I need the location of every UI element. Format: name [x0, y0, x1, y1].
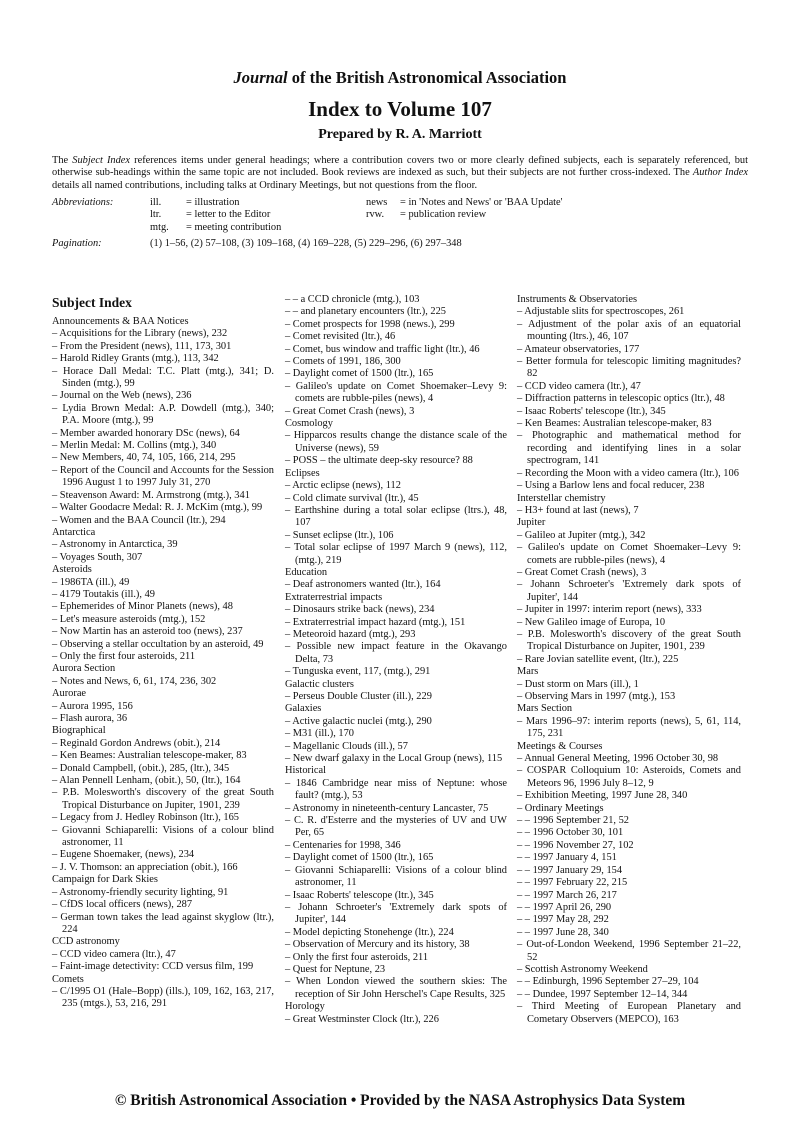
index-entry: – Model depicting Stonehenge (ltr.), 224: [285, 926, 454, 938]
index-entry: – Possible new impact feature in the Okavango Delta, 73: [285, 641, 507, 665]
index-entry: – Voyages South, 307: [52, 551, 143, 563]
index-entry: – Hipparcos results change the distance scale of the Universe (news), 59: [285, 430, 507, 454]
index-column-2: [285, 294, 507, 1026]
index-column-1: [52, 294, 274, 1011]
index-entry: – Cold climate survival (ltr.), 45: [285, 492, 419, 504]
index-entry: – Giovanni Schiaparelli: Visions of a colour blind astronomer, 11: [285, 864, 507, 889]
index-entry: – Isaac Roberts' telescope (ltr.), 345: [517, 405, 666, 417]
index-entry: – Walter Goodacre Medal: R. J. McKim (mtg.), 99: [52, 502, 263, 514]
index-entry: – Using a Barlow lens and focal reducer, 238: [517, 480, 705, 492]
index-entry: – J. V. Thomson: an appreciation (obit.), 166: [52, 861, 238, 873]
index-heading: Aurorae: [52, 688, 87, 700]
index-entry: – COSPAR Colloquium 10: Asteroids, Comets and Meteors 96, 1996 July 8–12, 9: [517, 765, 741, 789]
index-heading: Jupiter: [517, 517, 546, 529]
index-entry: – – 1996 October 30, 101: [517, 827, 624, 839]
index-entry: – Galileo's update on Comet Shoemaker–Levy 9: comets are rubble-piles (news), 4: [517, 542, 741, 566]
index-heading: Meetings & Courses: [517, 740, 603, 752]
column-entries: [52, 316, 274, 1011]
index-entry: – Comets of 1991, 186, 300: [285, 356, 401, 368]
index-entry: – Acquisitions for the Library (news), 232: [52, 328, 228, 340]
index-entry: – Active galactic nuclei (mtg.), 290: [285, 715, 432, 727]
index-entry: – Flash aurora, 36: [52, 713, 128, 724]
index-entry: – Astronomy-friendly security lighting, 91: [52, 886, 229, 898]
index-heading: Galaxies: [285, 703, 322, 715]
index-entry: – Report of the Council and Accounts for the Session 1996 August 1 to 1997 July 31, 270: [52, 464, 274, 489]
index-entry: – Dust storm on Mars (ill.), 1: [517, 678, 639, 690]
index-entry: – P.B. Molesworth's discovery of the great South Tropical Disturbance on Jupiter, 1901, 239: [517, 628, 741, 653]
index-entry: – CfDS local officers (news), 287: [52, 899, 193, 911]
index-entry: – Great Comet Crash (news), 3: [285, 405, 415, 417]
intro-paragraph: The Subject Index references items under general headings; where a contribution covers two or more clearly defined subjects, each is separately referenced, but otherwise sub-headings within the same topic are not included. Book reviews are indexed as such, but their subjects are not further cross-indexed. The Author Index details all named contributions, including talks at Ordinary Meetings, but not questions from the floor.: [52, 155, 748, 191]
index-entry: – – and planetary encounters (ltr.), 225: [285, 306, 447, 318]
abbreviations-label: Abbreviations:: [52, 197, 114, 208]
index-entry: – 4179 Toutakis (ill.), 49: [52, 588, 155, 600]
index-heading: Biographical: [52, 725, 106, 737]
index-heading: Interstellar chemistry: [517, 492, 606, 504]
index-entry: – Daylight comet of 1500 (ltr.), 165: [285, 852, 434, 864]
index-entry: – Earthshine during a total solar eclipse (ltrs.), 48, 107: [285, 504, 507, 529]
index-entry: – When London viewed the southern skies: The reception of Sir John Herschel's Cape Results, 325: [285, 976, 507, 1000]
index-entry: – Notes and News, 6, 61, 174, 236, 302: [52, 675, 217, 687]
index-heading: Campaign for Dark Skies: [52, 874, 158, 886]
index-entry: – – 1996 September 21, 52: [517, 815, 629, 827]
index-entry: – Centenaries for 1998, 346: [285, 839, 401, 851]
index-entry: – Out-of-London Weekend, 1996 September 21–22, 52: [517, 939, 741, 963]
index-entry: – P.B. Molesworth's discovery of the great South Tropical Disturbance on Jupiter, 1901, 239: [52, 787, 274, 811]
index-entry: – Aurora 1995, 156: [52, 700, 133, 712]
index-entry: – Arctic eclipse (news), 112: [285, 480, 401, 492]
index-entry: – – 1997 May 28, 292: [517, 914, 609, 926]
index-heading: Eclipses: [285, 467, 320, 479]
index-heading: Mars: [517, 666, 539, 678]
index-entry: – Rare Jovian satellite event, (ltr.), 225: [517, 653, 679, 665]
index-entry: – Third Meeting of European Planetary and Cometary Observers (MEPCO), 163: [517, 1001, 741, 1025]
index-entry: – – 1997 February 22, 215: [517, 877, 628, 889]
index-entry: – 1846 Cambridge near miss of Neptune: whose fault? (mtg.), 53: [285, 777, 507, 802]
index-entry: – Better formula for telescopic limiting magnitudes? 82: [517, 356, 741, 380]
index-entry: – Galileo at Jupiter (mtg.), 342: [517, 529, 646, 541]
index-entry: – Recording the Moon with a video camera (ltr.), 106: [517, 467, 739, 479]
index-heading: Mars Section: [517, 703, 573, 715]
index-heading: Education: [285, 566, 328, 578]
index-entry: – – Edinburgh, 1996 September 27–29, 104: [517, 976, 699, 988]
index-entry: – Great Comet Crash (news), 3: [517, 566, 647, 578]
index-entry: – Legacy from J. Hedley Robinson (ltr.), 165: [52, 812, 239, 824]
index-heading: Announcements & BAA Notices: [52, 316, 189, 327]
index-column-3: [517, 294, 741, 1026]
index-entry: – Astronomy in nineteenth-century Lancaster, 75: [285, 802, 489, 814]
index-entry: – 1986TA (ill.), 49: [52, 576, 130, 588]
pagination-label: Pagination:: [52, 238, 102, 249]
index-entry: – C. R. d'Esterre and the mysteries of UV and UW Per, 65: [285, 815, 507, 839]
index-entry: – Great Westminster Clock (ltr.), 226: [285, 1013, 439, 1025]
index-entry: – New Galileo image of Europa, 10: [517, 616, 666, 628]
index-entry: – Only the first four asteroids, 211: [52, 650, 196, 662]
section-title: Subject Index: [52, 295, 132, 310]
index-entry: – Annual General Meeting, 1996 October 30, 98: [517, 753, 719, 765]
index-entry: – CCD video camera (ltr.), 47: [517, 380, 641, 392]
index-entry: – Mars 1996–97: interim reports (news), 5, 61, 114, 175, 231: [517, 715, 741, 740]
index-entry: – – 1997 April 26, 290: [517, 901, 612, 913]
index-entry: – Comet, bus window and traffic light (ltr.), 46: [285, 343, 480, 355]
index-entry: – Giovanni Schiaparelli: Visions of a colour blind astronomer, 11: [52, 824, 274, 849]
index-entry: – – 1997 June 28, 340: [517, 926, 609, 938]
index-entry: – Dinosaurs strike back (news), 234: [285, 604, 435, 616]
index-heading: Horology: [285, 1001, 325, 1013]
index-entry: – Adjustment of the polar axis of an equatorial mounting (ltrs.), 46, 107: [517, 318, 741, 343]
index-entry: – German town takes the lead against skyglow (ltr.), 224: [52, 911, 274, 935]
index-heading: CCD astronomy: [52, 936, 120, 948]
index-entry: – Member awarded honorary DSc (news), 64: [52, 427, 240, 439]
index-entry: – Johann Schroeter's 'Extremely dark spots of Jupiter', 144: [517, 579, 741, 603]
index-heading: Extraterrestrial impacts: [285, 591, 383, 603]
index-entry: – Galileo's update on Comet Shoemaker–Levy 9: comets are rubble-piles (news), 4: [285, 380, 507, 405]
index-entry: – Comet revisited (ltr.), 46: [285, 331, 396, 343]
index-entry: – Diffraction patterns in telescopic optics (ltr.), 48: [517, 393, 725, 405]
index-entry: – Amateur observatories, 177: [517, 343, 640, 355]
index-entry: – Eugene Shoemaker, (news), 234: [52, 849, 195, 861]
index-entry: – Isaac Roberts' telescope (ltr.), 345: [285, 889, 434, 901]
index-entry: – – 1996 November 27, 102: [517, 839, 634, 851]
journal-title: Journal of the British Astronomical Association: [233, 68, 567, 87]
index-entry: – Women and the BAA Council (ltr.), 294: [52, 514, 226, 526]
index-entry: – Meteoroid hazard (mtg.), 293: [285, 628, 416, 640]
index-entry: – Donald Campbell, (obit.), 285, (ltr.), 345: [52, 762, 230, 774]
index-entry: – Exhibition Meeting, 1997 June 28, 340: [517, 790, 688, 802]
index-heading: Cosmology: [285, 418, 333, 430]
index-entry: – Johann Schroeter's 'Extremely dark spots of Jupiter', 144: [285, 901, 507, 926]
index-entry: – Alan Pennell Lenham, (obit.), 50, (ltr.), 164: [52, 775, 241, 787]
copyright-footer: © British Astronomical Association • Provided by the NASA Astrophysics Data System: [114, 1092, 686, 1109]
index-entry: – Magellanic Clouds (ill.), 57: [285, 740, 408, 752]
index-heading: Antarctica: [52, 526, 96, 538]
index-entry: – Ken Beames: Australian telescope-maker, 83: [517, 418, 712, 430]
page-title: Index to Volume 107: [308, 97, 492, 121]
index-heading: Historical: [285, 765, 326, 777]
index-entry: – POSS – the ultimate deep-sky resource? 88: [285, 455, 473, 467]
index-entry: – New Members, 40, 74, 105, 166, 214, 295: [52, 452, 236, 464]
index-entry: – M31 (ill.), 170: [285, 728, 354, 740]
index-entry: – Ken Beames: Australian telescope-maker, 83: [52, 750, 247, 762]
index-entry: – Faint-image detectivity: CCD versus film, 199: [52, 961, 254, 973]
index-entry: – Harold Ridley Grants (mtg.), 113, 342: [52, 353, 219, 365]
index-entry: – Daylight comet of 1500 (ltr.), 165: [285, 368, 434, 380]
index-entry: – – 1997 January 4, 151: [517, 852, 617, 864]
index-entry: – Observing a stellar occultation by an asteroid, 49: [52, 638, 264, 650]
index-entry: – Now Martin has an asteroid too (news), 237: [52, 626, 243, 638]
index-entry: – Journal on the Web (news), 236: [52, 390, 192, 402]
pagination-text: (1) 1–56, (2) 57–108, (3) 109–168, (4) 169–228, (5) 229–296, (6) 297–348: [150, 238, 462, 249]
index-entry: – New dwarf galaxy in the Local Group (news), 115: [285, 753, 503, 765]
index-entry: – Tunguska event, 117, (mtg.), 291: [285, 666, 431, 678]
index-entry: – Ephemerides of Minor Planets (news), 48: [52, 601, 233, 613]
index-entry: – Horace Dall Medal: T.C. Platt (mtg.), 341; D. Sinden (mtg.), 99: [52, 365, 274, 390]
abbreviations-left: ill. = illustration ltr. = letter to the Editor mtg. = meeting contribution: [150, 197, 282, 233]
index-entry: – Reginald Gordon Andrews (obit.), 214: [52, 737, 221, 749]
index-entry: – CCD video camera (ltr.), 47: [52, 948, 176, 960]
index-entry: – Sunset eclipse (ltr.), 106: [285, 529, 394, 541]
index-entry: – – 1997 January 29, 154: [517, 864, 623, 876]
index-entry: – Quest for Neptune, 23: [285, 963, 386, 975]
index-heading: Galactic clusters: [285, 678, 354, 690]
index-entry: – Scottish Astronomy Weekend: [517, 963, 648, 975]
index-entry: – Adjustable slits for spectroscopes, 261: [517, 306, 685, 318]
index-entry: – Ordinary Meetings: [517, 802, 604, 814]
index-heading: Comets: [52, 973, 84, 985]
prepared-by: Prepared by R. A. Marriott: [318, 127, 482, 142]
index-entry: – Comet prospects for 1998 (news.), 299: [285, 318, 455, 330]
index-entry: – Astronomy in Antarctica, 39: [52, 539, 178, 551]
index-entry: – – Dundee, 1997 September 12–14, 344: [517, 988, 688, 1000]
index-entry: – – a CCD chronicle (mtg.), 103: [285, 294, 420, 305]
index-entry: – H3+ found at last (news), 7: [517, 504, 639, 516]
column-entries: [285, 294, 507, 1026]
index-entry: – Let's measure asteroids (mtg.), 152: [52, 613, 206, 625]
index-entry: – From the President (news), 111, 173, 301: [52, 340, 232, 352]
column-entries: [517, 294, 741, 1026]
index-entry: – Lydia Brown Medal: A.P. Dowdell (mtg.), 340; P.A. Moore (mtg.), 99: [52, 402, 274, 427]
index-entry: – Extraterrestrial impact hazard (mtg.), 151: [285, 616, 466, 628]
index-entry: – Only the first four asteroids, 211: [285, 951, 429, 963]
index-heading: Aurora Section: [52, 663, 116, 675]
index-entry: – Merlin Medal: M. Collins (mtg.), 340: [52, 440, 217, 452]
index-entry: – Total solar eclipse of 1997 March 9 (news), 112, (mtg.), 219: [285, 542, 507, 566]
index-entry: – Observing Mars in 1997 (mtg.), 153: [517, 691, 676, 702]
index-entry: – C/1995 O1 (Hale–Bopp) (ills.), 109, 162, 163, 217, 235 (mtgs.), 53, 216, 291: [52, 985, 274, 1010]
index-entry: – Observation of Mercury and its history, 38: [285, 939, 470, 951]
index-heading: Instruments & Observatories: [517, 294, 638, 305]
abbreviations-right: news = in 'Notes and News' or 'BAA Update' rvw. = publication review: [366, 197, 563, 221]
index-entry: – Deaf astronomers wanted (ltr.), 164: [285, 579, 441, 591]
index-entry: – – 1997 March 26, 217: [517, 889, 617, 901]
index-entry: – Perseus Double Cluster (ill.), 229: [285, 691, 432, 702]
index-entry: – Photographic and mathematical method for recording and identifying lines in a solar spectrogram, 141: [517, 430, 741, 467]
index-entry: – Jupiter in 1997: interim report (news), 333: [517, 604, 702, 616]
index-entry: – Steavenson Award: M. Armstrong (mtg.), 341: [52, 489, 250, 501]
index-heading: Asteroids: [52, 564, 92, 576]
